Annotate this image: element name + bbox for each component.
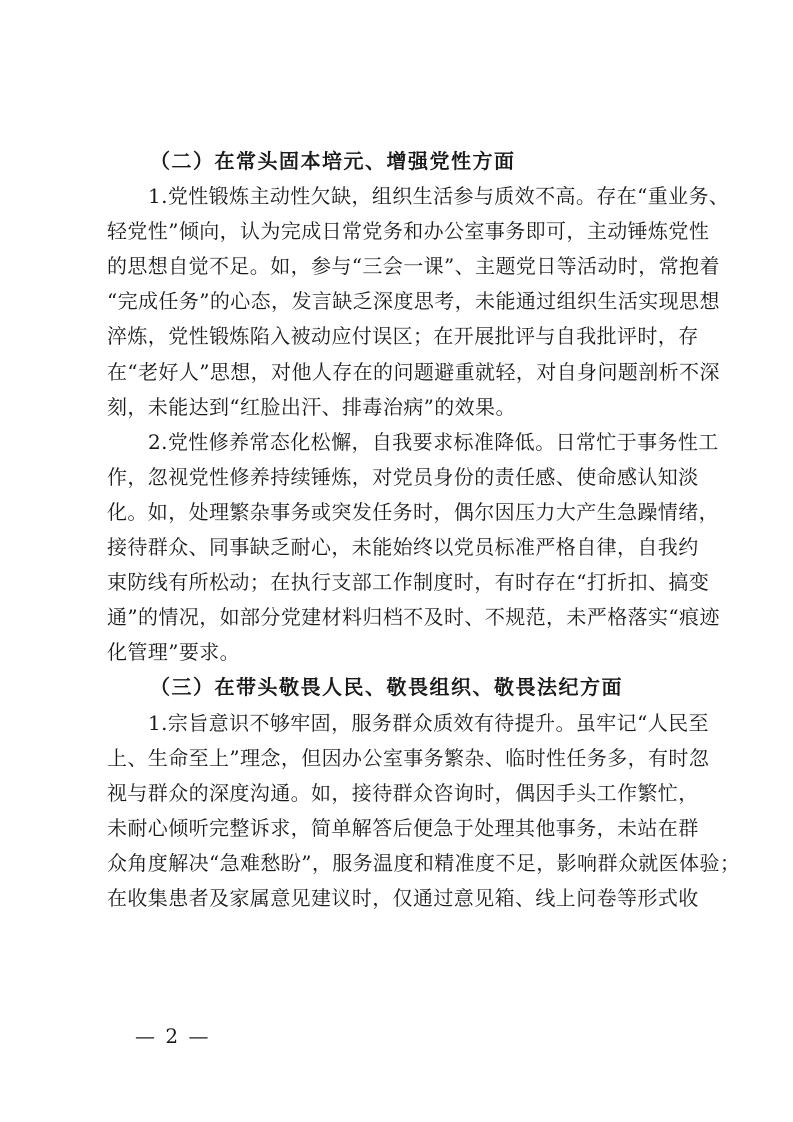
text-line: 在收集患者及家属意见建议时，仅通过意见箱、线上问卷等形式收 [107,885,699,910]
text-line: 通”的情况，如部分党建材料归档不及时、不规范，未严格落实“痕迹 [107,605,720,630]
text-line: 的思想自觉不足。如，参与“三会一课”、主题党日等活动时，常抱着 [107,254,720,279]
text-line: 接待群众、同事缺乏耐心，未能始终以党员标准严格自律，自我约 [107,535,699,560]
section-heading: （二）在常头固本培元、增强党性方面 [150,149,516,173]
text-line: 化。如，处理繁杂事务或突发任务时，偶尔因压力大产生急躁情绪， [107,499,719,524]
paragraph [107,706,741,917]
text-line: 在“老好人”思想，对他人存在的问题避重就轻，对自身问题剖析不深 [107,359,720,384]
text-line: “完成任务”的心态，发言缺乏深度思考，未能通过组织生活实现思想 [107,289,720,314]
text-line: 未耐心倾听完整诉求，简单解答后便急于处理其他事务，未站在群 [107,815,699,840]
text-line: 刻，未能达到“红脸出汗、排毒治病”的效果。 [107,394,516,419]
text-line: 束防线有所松动；在执行支部工作制度时，有时存在“打折扣、搞变 [107,570,710,595]
text-line: 轻党性”倾向，认为完成日常党务和办公室事务即可，主动锤炼党性 [107,219,710,244]
section-heading: （三）在带头敬畏人民、敬畏组织、敬畏法纪方面 [150,675,623,700]
text-line: 1.党性锻炼主动性欠缺，组织生活参与质效不高。存在“重业务、 [148,184,730,209]
text-line: 化管理”要求。 [107,640,241,665]
paragraph [107,179,730,425]
paragraph [107,425,720,671]
page-number: — 2 — [135,1024,211,1048]
text-line: 视与群众的深度沟通。如，接待群众咨询时，偶因手头工作繁忙， [107,780,699,805]
text-line: 淬炼，党性锻炼陷入被动应付误区；在开展批评与自我批评时，存 [107,324,699,349]
text-line: 上、生命至上”理念，但因办公室事务繁杂、临时性任务多，有时忽 [107,745,710,770]
document-body [107,144,741,916]
text-line: 众角度解决“急难愁盼”，服务温度和精准度不足，影响群众就医体验； [107,850,741,875]
text-line: 作，忽视党性修养持续锤炼，对党员身份的责任感、使命感认知淡 [107,464,699,489]
text-line: 2.党性修养常态化松懈，自我要求标准降低。日常忙于事务性工 [148,429,719,454]
text-line: 1.宗旨意识不够牢固，服务群众质效有待提升。虽牢记“人民至 [148,710,709,735]
